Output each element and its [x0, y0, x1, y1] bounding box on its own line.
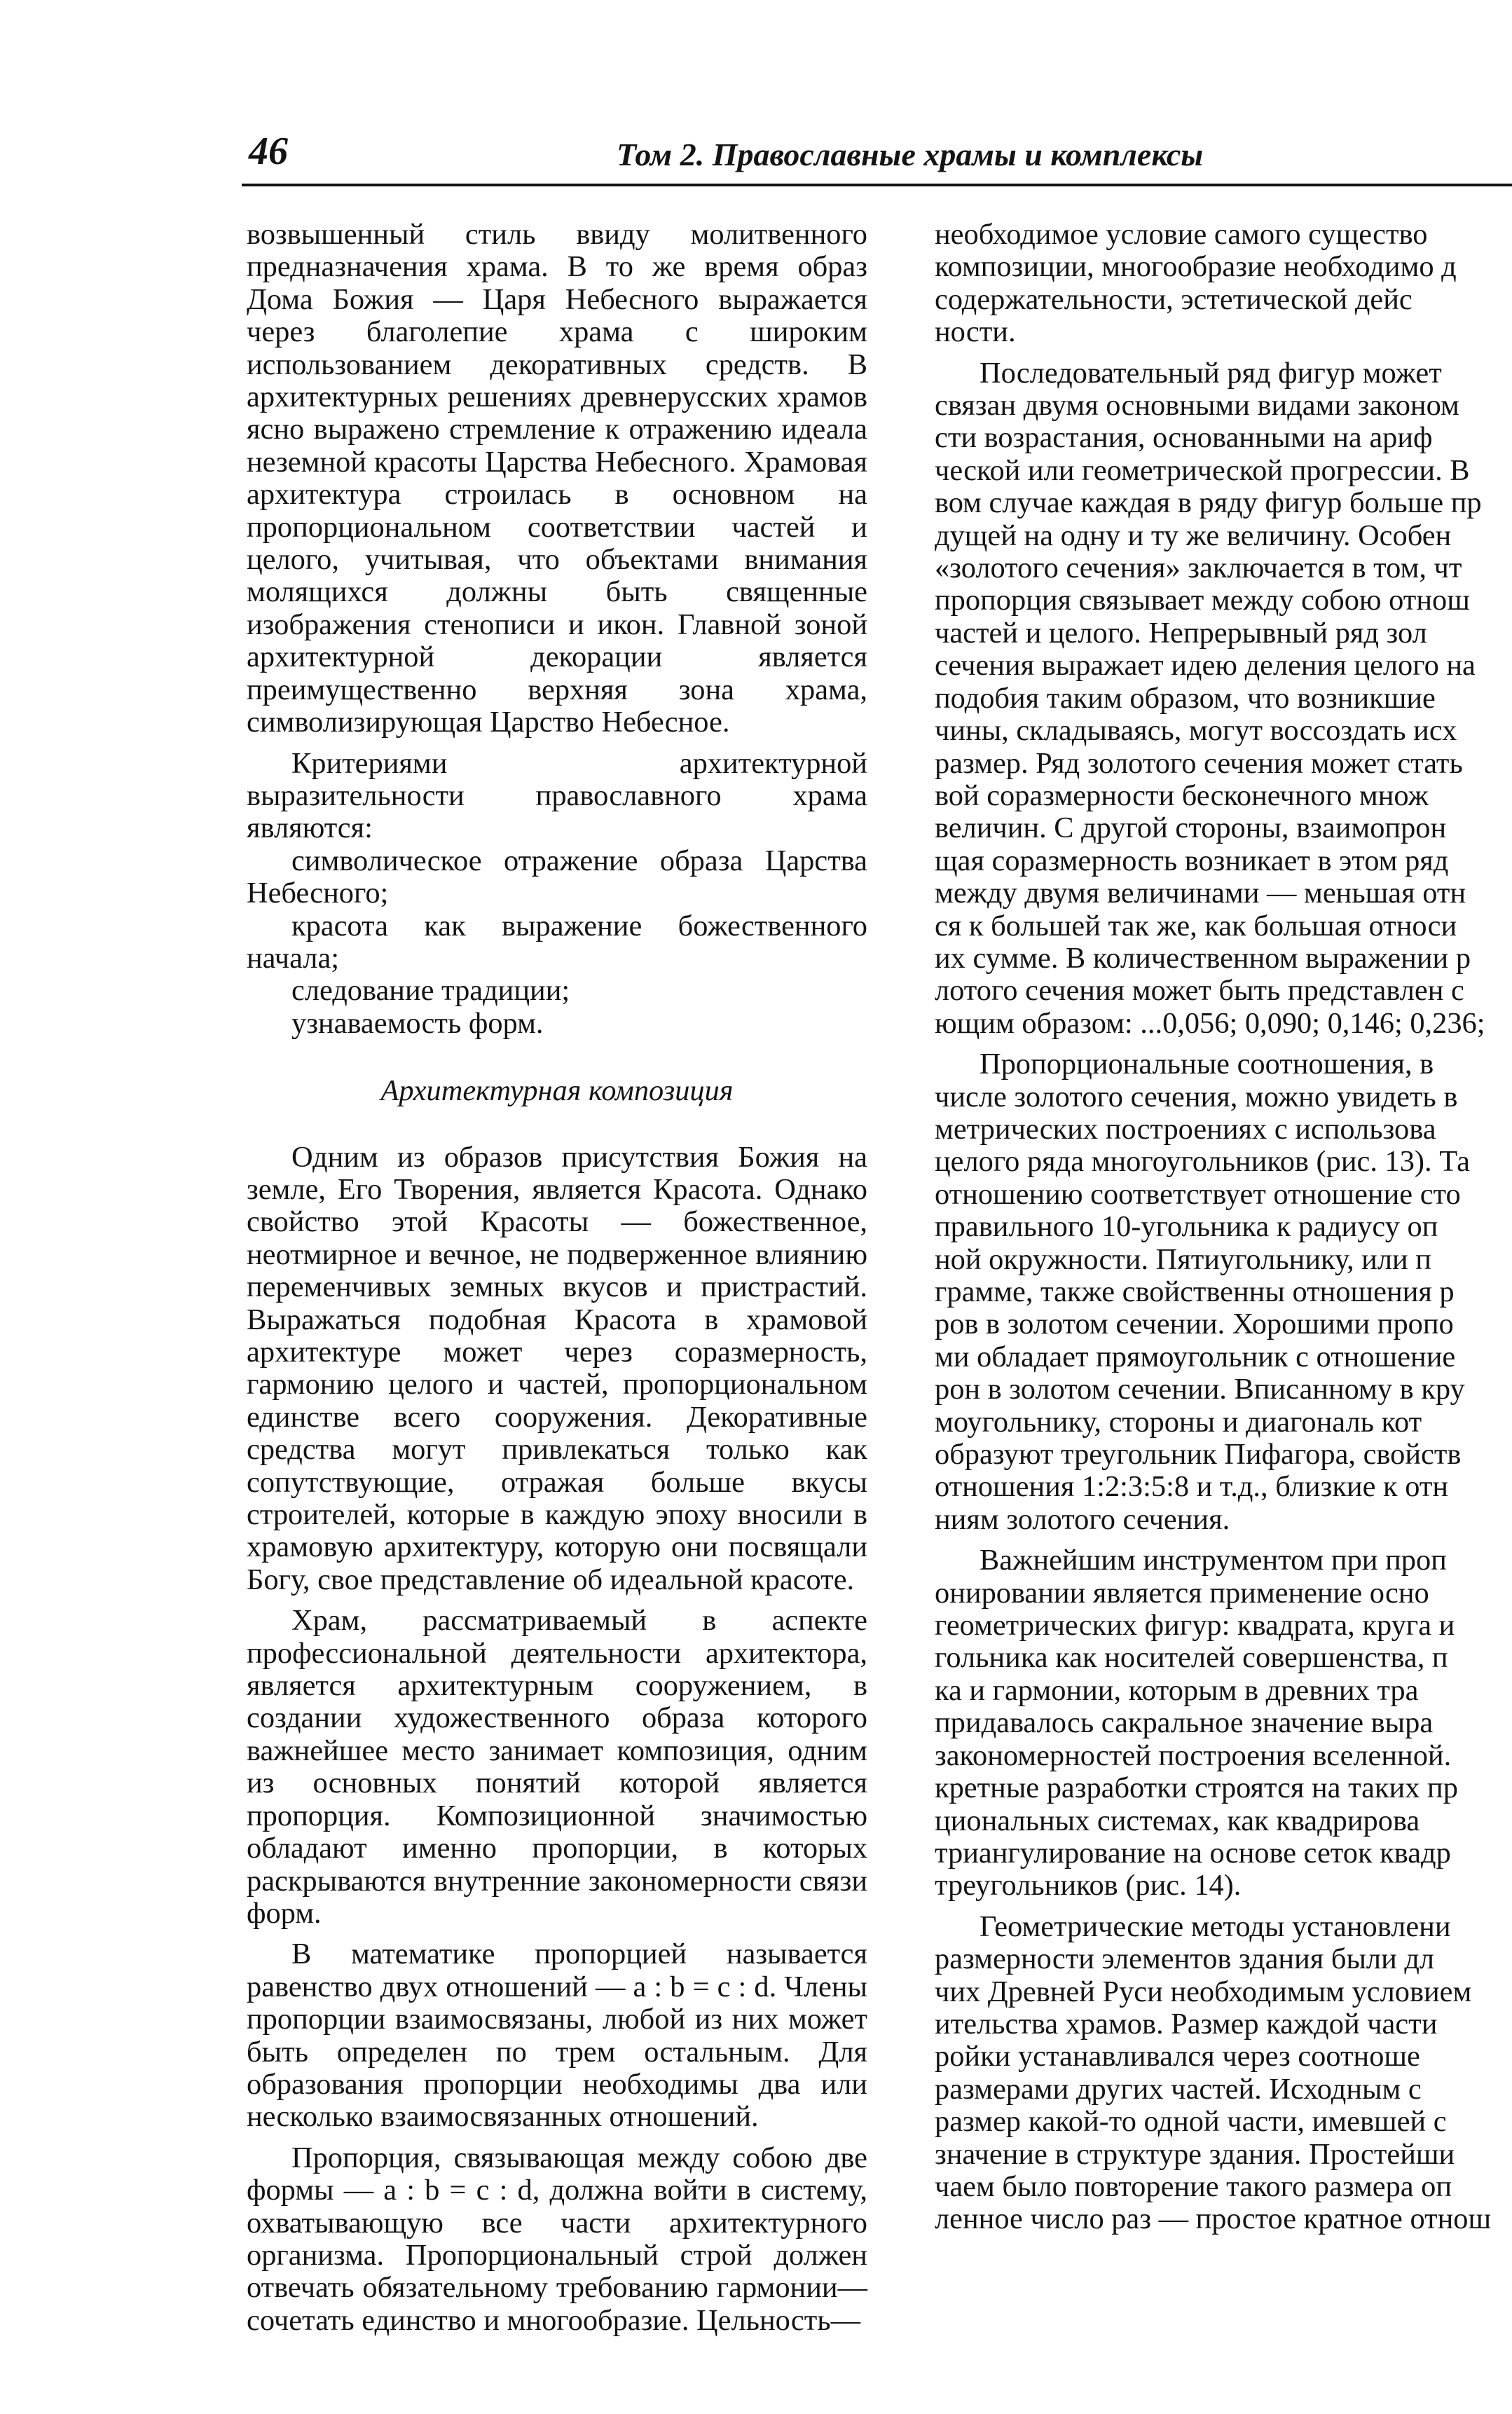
right-column-line: придавалось сакральное значение выра [935, 1706, 1434, 1740]
right-column-line: подобия таким образом, что возникшие [935, 681, 1436, 715]
right-column-line: вом случае каждая в ряду фигур больше пр [935, 486, 1482, 520]
right-column-line: ров в золотом сечении. Хорошими пропо [935, 1308, 1454, 1341]
right-column-line: метрических построениях с использова [935, 1112, 1436, 1146]
right-column-line: ми обладает прямоугольник с отношение [935, 1340, 1456, 1373]
right-column-line: их сумме. В количественном выражении р [935, 941, 1471, 975]
list-item: узнаваемость форм. [291, 1006, 544, 1040]
list-item: следование традиции; [291, 974, 570, 1008]
right-column-line: рон в золотом сечении. Вписанному в кру [935, 1373, 1465, 1406]
right-column-line: Пропорциональные соотношения, в [980, 1048, 1434, 1081]
right-column-line: правильного 10-угольника к радиусу оп [935, 1210, 1438, 1244]
right-column-line: циональных системах, как квадрирова [935, 1804, 1420, 1837]
right-column-line: ющим образом: ...0,056; 0,090; 0,146; 0,236; [935, 1006, 1485, 1040]
right-column-line: закономерностей построения вселенной. [935, 1739, 1452, 1772]
paragraph: возвышенный стиль ввиду молитвенного предназначения храма. В то же время образ Дома Божия — Царя Небесного выражается через благолепие храма с широким использованием декоративных средств. В архитектурных решениях древнерусских храмов ясно выражено стремление к отражению идеала неземной красоты Царства Небесного. Храмовая архитектура строилась в основном на пропорциональном соответствии частей и целого, учитывая, что объектами внимания молящихся должны быть священные изображения стенописи и икон. Главной зоной архитектурной декорации является преимущественно верхняя зона храма, символизирующая Царство Небесное. [247, 218, 867, 739]
right-column-line: частей и целого. Непрерывный ряд зол [935, 616, 1427, 650]
right-column-line: отношения 1:2:3:5:8 и т.д., близкие к отн [935, 1470, 1449, 1504]
right-column-line: геометрических фигур: квадрата, круга и [935, 1609, 1455, 1643]
section-heading: Архитектурная композиция [380, 1074, 734, 1108]
right-column-line: «золотого сечения» заключается в том, чт [935, 551, 1462, 585]
right-column-line: ительства храмов. Размер каждой части [935, 2007, 1438, 2041]
left-column [247, 219, 867, 2337]
right-column-line: отношению соответствует отношение сто [935, 1177, 1461, 1211]
right-column-line: Последовательный ряд фигур может [980, 356, 1442, 390]
paragraph: Пропорция, связывающая между собою две формы — a : b = c : d, должна войти в систему, охватывающую все части архитектурного организма. Пропорциональный строй должен отвечать обязательному требованию гармонии— сочетать единство и многообразие. Цельность— [247, 2141, 867, 2337]
list-item: красота как выражение божественного начала; [247, 909, 867, 975]
right-column-line: ка и гармонии, которым в древних тра [935, 1673, 1419, 1707]
right-column-line: размерности элементов здания были дл [935, 1942, 1435, 1976]
right-column-line: пропорция связывает между собою отнош [935, 584, 1470, 617]
right-column-line: размерами других частей. Исходным с [935, 2072, 1422, 2106]
right-column-line: целого ряда многоугольников (рис. 13). Та [935, 1145, 1470, 1179]
right-column-line: необходимое условие самого существо [935, 218, 1428, 251]
right-column-line: чих Древней Руси необходимым условием [935, 1975, 1472, 2008]
right-column-line: ся к большей так же, как большая относи [935, 909, 1457, 942]
paragraph: В математике пропорцией называется равенство двух отношений — a : b = c : d. Члены пропорции взаимосвязаны, любой из них может быть определен по трем остальным. Для образования пропорции необходимы два или несколько взаимосвязанных отношений. [247, 1938, 867, 2134]
right-column-line: кретные разработки строятся на таких пр [935, 1771, 1458, 1805]
right-column-line: моугольнику, стороны и диагональ кот [935, 1405, 1422, 1439]
right-column [935, 219, 1512, 2236]
right-column-line: сти возрастания, основанными на ариф [935, 421, 1433, 455]
paragraph: Храм, рассматриваемый в аспекте профессиональной деятельности архитектора, является архитектурным сооружением, в создании художественного образа которого важнейшее место занимает композиция, одним из основных понятий которой является пропорция. Композиционной значимостью обладают именно пропорции, в которых раскрываются внутренние закономерности связи форм. [247, 1604, 867, 1930]
right-column-line: числе золотого сечения, можно увидеть в [935, 1080, 1458, 1113]
right-column-line: чаем было повторение такого размера оп [935, 2169, 1452, 2203]
right-column-line: между двумя величинами — меньшая отн [935, 877, 1466, 910]
right-column-line: триангулирование на основе сеток квадр [935, 1836, 1451, 1870]
right-column-line: ности. [935, 315, 1016, 349]
right-column-line: образуют треугольник Пифагора, свойств [935, 1438, 1462, 1472]
right-column-line: композиции, многообразие необходимо д [935, 250, 1457, 284]
right-column-line: ческой или геометрической прогрессии. В [935, 453, 1470, 487]
right-column-line: ройки устанавливался через соотноше [935, 2040, 1420, 2073]
page-number: 46 [249, 130, 288, 173]
right-column-line: щая соразмерность возникает в этом ряд [935, 844, 1449, 877]
header-rule [242, 184, 1512, 186]
right-column-line: треугольников (рис. 14). [935, 1869, 1242, 1902]
right-column-line: величин. С другой стороны, взаимопрон [935, 811, 1447, 845]
right-column-line: Важнейшим инструментом при проп [980, 1544, 1447, 1577]
right-column-line: вой соразмерности бесконечного множ [935, 779, 1429, 812]
right-column-line: содержательности, эстетической дейс [935, 282, 1413, 316]
right-column-line: ленное число раз — простое кратное отнош [935, 2202, 1492, 2236]
right-column-line: значение в структуре здания. Простейши [935, 2137, 1455, 2171]
right-column-line: чины, складываясь, могут воссоздать исх [935, 714, 1457, 748]
right-column-line: онировании является применение осно [935, 1576, 1429, 1610]
right-column-line: дущей на одну и ту же величину. Особен [935, 519, 1452, 552]
paragraph: Одним из образов присутствия Божия на земле, Его Творения, является Красота. Однако свойство этой Красоты — божественное, неотмирное и вечное, не подверженное влиянию переменчивых земных вкусов и пристрастий. Выражаться подобная Красота в храмовой архитектуре может через соразмерность, гармонию целого и частей, пропорциональном единстве всего сооружения. Декоративные средства могут привлекаться только как сопутствующие, отражая больше вкусы строителей, которые в каждую эпоху вносили в храмовую архитектуру, которую они посвящали Богу, свое представление об идеальной красоте. [247, 1140, 867, 1596]
right-column-line: Геометрические методы установлени [980, 1909, 1451, 1943]
running-head: Том 2. Православные храмы и комплексы [617, 137, 1204, 172]
paragraph: Критериями архитектурной выразительности православного храма являются: [247, 746, 867, 845]
right-column-clip [935, 210, 1512, 2312]
right-column-line: связан двумя основными видами законом [935, 389, 1459, 423]
right-column-line: лотого сечения может быть представлен с [935, 974, 1464, 1008]
right-column-line: ниям золотого сечения. [935, 1502, 1230, 1536]
right-column-line: гольника как носителей совершенства, п [935, 1641, 1448, 1675]
list-item: символическое отражение образа Царства Небесного; [247, 844, 867, 910]
right-column-line: сечения выражает идею деления целого на [935, 649, 1476, 683]
right-column-line: ной окружности. Пятиугольнику, или п [935, 1242, 1431, 1276]
right-column-line: грамме, также свойственны отношения р [935, 1275, 1455, 1308]
right-column-line: размер. Ряд золотого сечения может стать [935, 746, 1463, 780]
right-column-line: размер какой-то одной части, имевшей с [935, 2105, 1447, 2139]
